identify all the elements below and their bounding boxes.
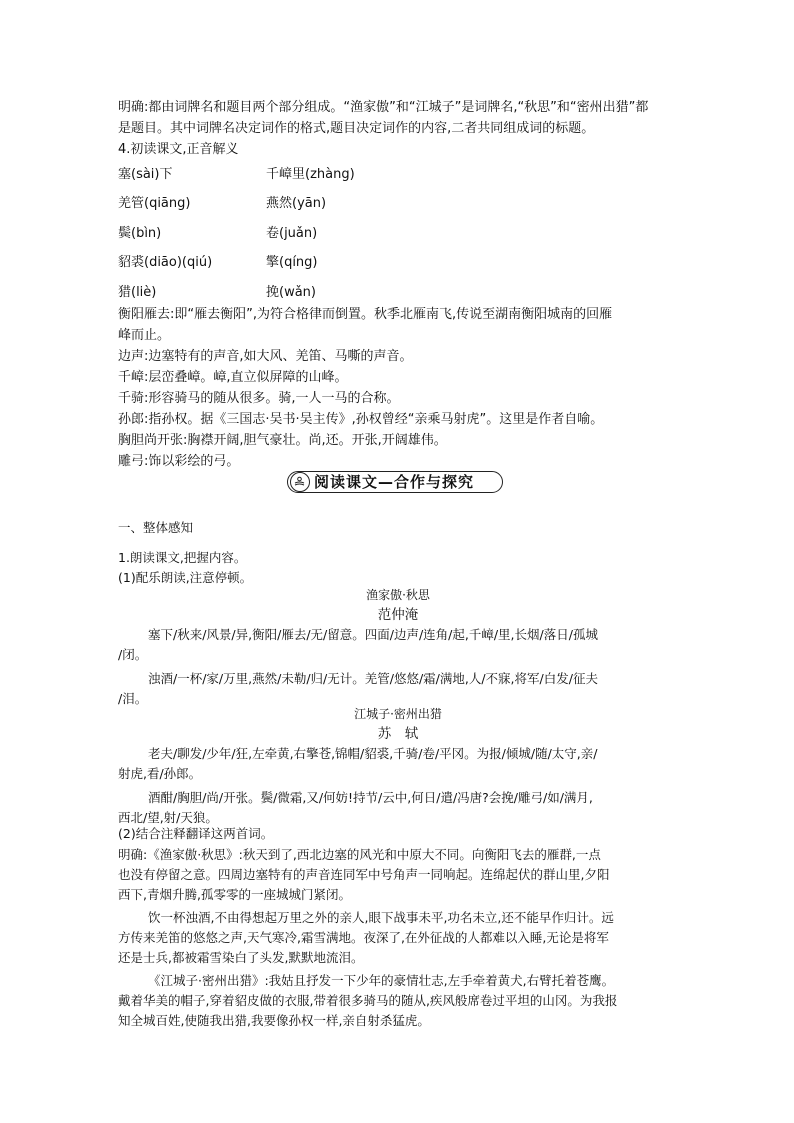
pinyin-item: 卷(juǎn) <box>266 226 318 241</box>
section-heading: 一、整体感知 <box>118 520 194 535</box>
glossary <box>118 304 678 472</box>
answer-line: 也没有停留之意。四周边塞特有的声音连同军中号角声一同响起。连绵起伏的群山里,夕阳 <box>118 867 610 882</box>
poem-line: 酒酣/胸胆/尚/开张。鬓/微霜,又/何妨!持节/云中,何日/遣/冯唐?会挽/雕弓/如/满月, <box>148 790 593 805</box>
poem2-body <box>118 744 678 828</box>
pinyin-item: 挽(wǎn) <box>266 285 316 300</box>
poem-line: /闭。 <box>118 647 148 662</box>
pinyin-item: 羌管(qiāng) <box>118 196 191 211</box>
glossary-line: 千骑:形容骑马的随从很多。骑,一人一马的合称。 <box>118 391 400 406</box>
pinyin-item: 燕然(yān) <box>266 196 327 211</box>
poem2-title: 江城子·密州出猎 <box>354 707 442 721</box>
question-1b: (2)结合注释翻译这两首词。 <box>118 826 274 841</box>
poem1-body <box>118 625 678 709</box>
question-1: 1.朗读课文,把握内容。 <box>118 550 247 565</box>
answer-line: 方传来羌笛的悠悠之声,天气寒冷,霜雪满地。夜深了,在外征战的人都难以入睡,无论是将军 <box>118 930 609 945</box>
poem1-author: 范仲淹 <box>377 607 419 623</box>
poem-line: 老夫/聊发/少年/狂,左牵黄,右擎苍,锦帽/貂裘,千骑/卷/平冈。为报/倾城/随/太守,亲/ <box>148 746 598 761</box>
question-1a: (1)配乐朗读,注意停顿。 <box>118 570 253 585</box>
answer-line: 明确:《渔家傲·秋思》:秋天到了,西北边塞的风光和中原大不同。向衡阳飞去的雁群,一点 <box>118 847 601 862</box>
answer-line: 戴着华美的帽子,穿着貂皮做的衣服,带着很多骑马的随从,疾风般席卷过平坦的山冈。为我报 <box>118 993 618 1008</box>
glossary-line: 峰而止。 <box>118 328 171 343</box>
answer-line: 西下,青烟升腾,孤零零的一座城城门紧闭。 <box>118 887 351 902</box>
intro-paragraph <box>118 97 678 160</box>
poem-line: 塞下/秋来/风景/异,衡阳/雁去/无/留意。四面/边声/连角/起,千嶂/里,长烟/落日/孤城 <box>148 627 598 642</box>
pinyin-item: 塞(sài)下 <box>118 167 173 182</box>
answer-line: 《江城子·密州出猎》:我姑且抒发一下少年的豪情壮志,左手牵着黄犬,右臂托着苍鹰。 <box>148 973 615 988</box>
pinyin-item: 貂裘(diāo)(qiú) <box>118 255 213 270</box>
answer-line: 知全城百姓,使随我出猎,我要像孙权一样,亲自射杀猛虎。 <box>118 1013 430 1028</box>
question-block <box>118 548 678 588</box>
poem-line: /泪。 <box>118 691 148 706</box>
step-heading: 4.初读课文,正音解义 <box>118 142 239 157</box>
answer-line: 饮一杯浊酒,不由得想起万里之外的亲人,眼下战事未平,功名未立,还不能早作归计。远 <box>148 910 614 925</box>
answer-block <box>118 845 678 1031</box>
glossary-line: 胸胆尚开张:胸襟开阔,胆气豪壮。尚,还。开张,开阔雄伟。 <box>118 433 447 448</box>
banner-title: 阅读课文—合作与探究 <box>314 473 475 491</box>
poem-line: 射虎,看/孙郎。 <box>118 766 202 781</box>
poem2-author: 苏 轼 <box>377 726 419 742</box>
book-icon <box>290 472 310 492</box>
poem-line: 浊酒/一杯/家/万里,燕然/未勒/归/无计。羌管/悠悠/霜/满地,人/不寐,将军/白发/征夫 <box>148 671 598 686</box>
intro-line: 是题目。其中词牌名决定词作的格式,题目决定词作的内容,二者共同组成词的标题。 <box>118 121 595 136</box>
glossary-line: 衡阳雁去:即“雁去衡阳”,为符合格律而倒置。秋季北雁南飞,传说至湖南衡阳城南的回雁 <box>118 307 613 322</box>
poem1-title: 渔家傲·秋思 <box>366 588 430 602</box>
glossary-line: 孙郎:指孙权。据《三国志·吴书·吴主传》,孙权曾经“亲乘马射虎”。这里是作者自喻。 <box>118 412 604 427</box>
glossary-line: 边声:边塞特有的声音,如大风、羌笛、马嘶的声音。 <box>118 349 413 364</box>
intro-line: 明确:都由词牌名和题目两个部分组成。“渔家傲”和“江城子”是词牌名,“秋思”和“密州出猎”都 <box>118 100 649 115</box>
glossary-line: 千嶂:层峦叠嶂。嶂,直立似屏障的山峰。 <box>118 370 348 385</box>
section-banner <box>287 471 503 493</box>
pinyin-item: 猎(liè) <box>118 285 157 300</box>
poem-line: 西北/望,射/天狼。 <box>118 810 218 825</box>
glossary-line: 雕弓:饰以彩绘的弓。 <box>118 454 240 469</box>
pinyin-item: 鬓(bìn) <box>118 226 162 241</box>
answer-line: 还是士兵,都被霜雪染白了头发,默默地流泪。 <box>118 950 364 965</box>
pinyin-item: 千嶂里(zhàng) <box>266 167 355 182</box>
pinyin-item: 擎(qíng) <box>266 255 318 270</box>
